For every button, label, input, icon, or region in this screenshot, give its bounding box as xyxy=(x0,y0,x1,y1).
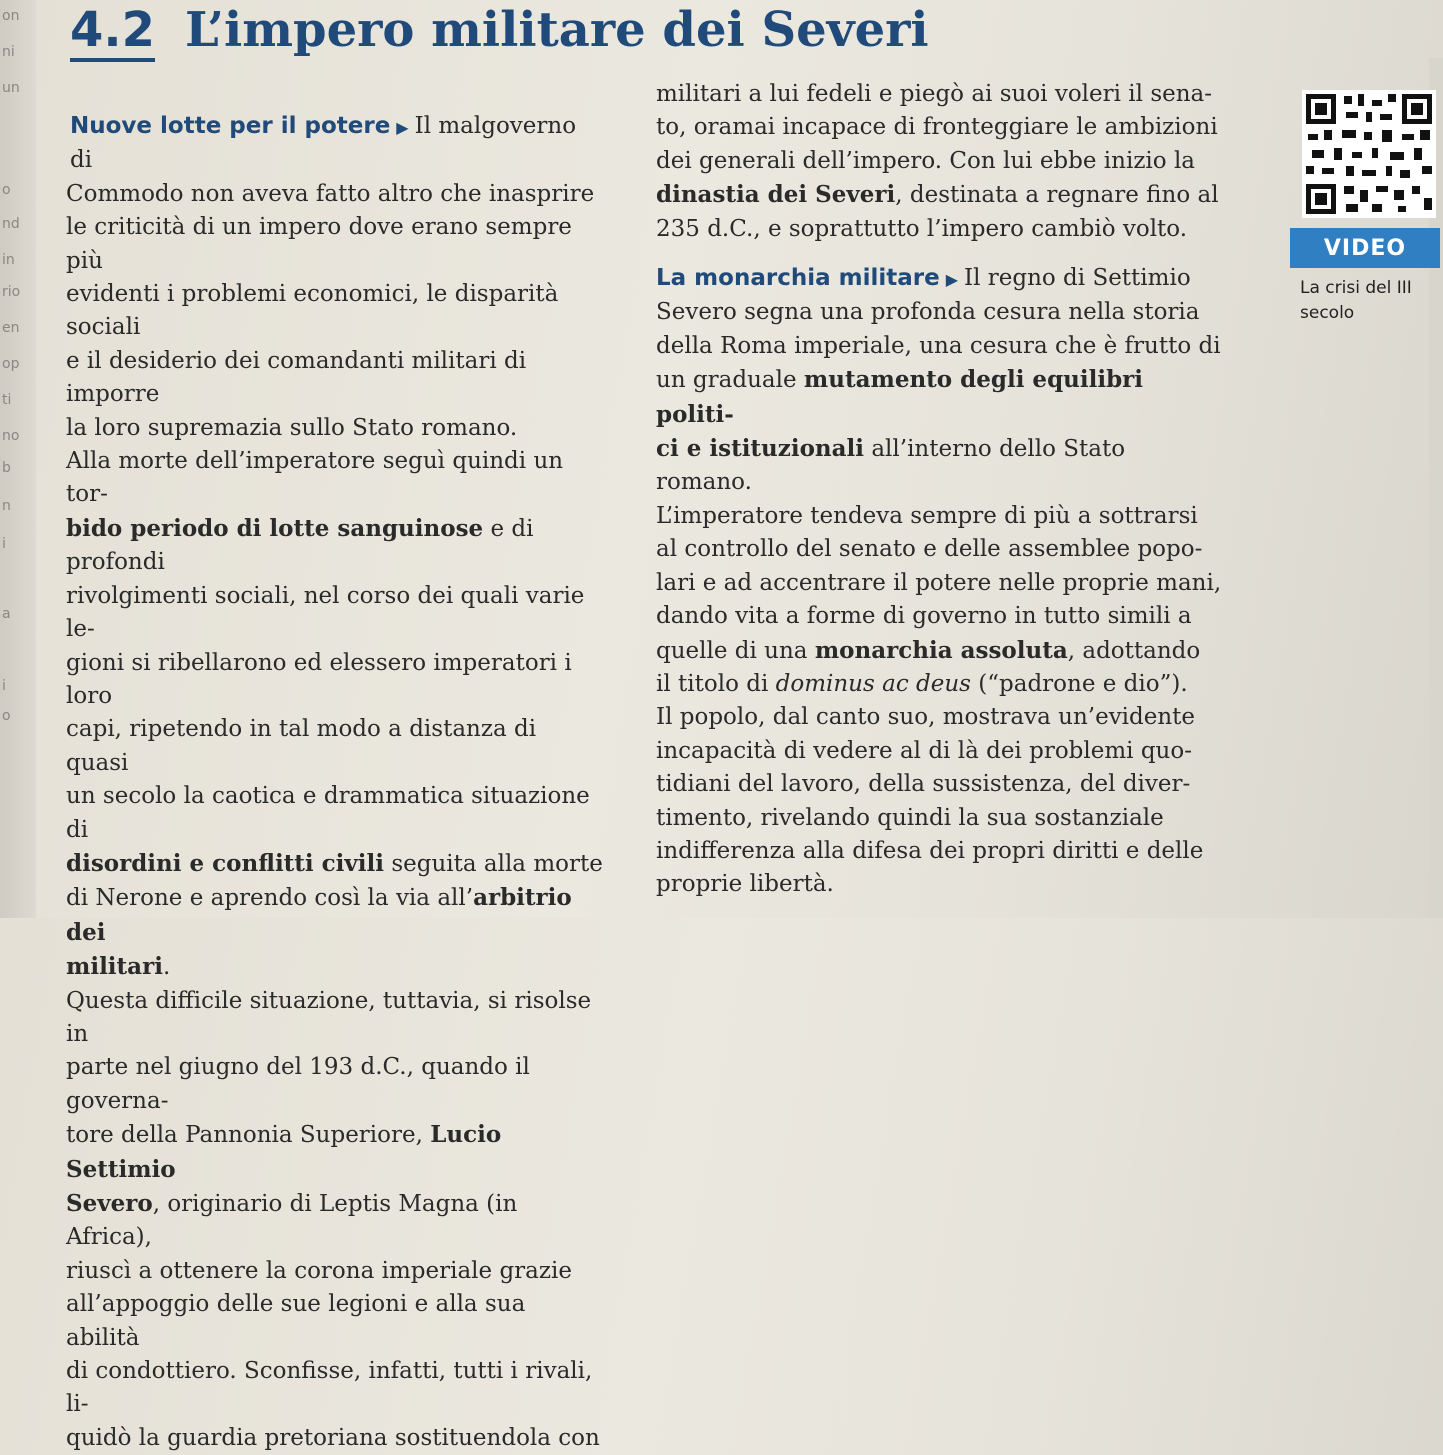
margin-fragment: ti xyxy=(2,392,12,408)
paragraph-line: Questa difficile situazione, tuttavia, si risolse in xyxy=(66,987,592,1047)
paragraph-line: le criticità di un impero dove erano sempre più xyxy=(66,214,572,274)
paragraph-line xyxy=(44,847,604,881)
paragraph-line: e il desiderio dei comandanti militari di imporre xyxy=(66,347,527,408)
paragraph-line: Il popolo, dal canto suo, mostrava un’evidente xyxy=(656,704,1196,731)
paragraph-line: to, oramai incapace di fronteggiare le ambizioni xyxy=(656,114,1218,141)
video-button[interactable]: VIDEO xyxy=(1290,228,1440,268)
paragraph-line xyxy=(656,432,1226,500)
margin-fragment: un xyxy=(2,80,20,96)
key-term: disordini e conflitti civili xyxy=(66,849,384,877)
paragraph-line xyxy=(44,881,604,950)
margin-fragment: on xyxy=(2,8,20,24)
text-run: all’interno dello Stato romano. xyxy=(656,436,1126,496)
margin-fragment: op xyxy=(2,356,20,372)
arrow-icon: ▶ xyxy=(396,118,409,137)
key-term: arbitrio dei xyxy=(66,884,572,946)
text-run: , adottando xyxy=(1067,637,1201,664)
paragraph-line: la loro supremazia sullo Stato romano. xyxy=(66,414,518,441)
paragraph-line: parte nel giugno del 193 d.C., quando il governa- xyxy=(66,1054,530,1114)
paragraph-line: proprie libertà. xyxy=(656,871,834,898)
text-column-right xyxy=(656,78,1226,902)
paragraph-line xyxy=(656,363,1226,432)
paragraph-line: gioni si ribellarono ed elessero imperatori i loro xyxy=(66,649,572,709)
paragraph-line: 235 d.C., e soprattutto l’impero cambiò volto. xyxy=(656,215,1188,242)
paragraph-line: incapacità di vedere al di là dei problemi quo- xyxy=(656,737,1192,764)
paragraph-heading: La monarchia militare xyxy=(656,265,940,292)
paragraph-line xyxy=(656,178,1226,212)
text-run: , originario di Leptis Magna (in Africa), xyxy=(66,1191,518,1251)
key-term: ci e istituzionali xyxy=(656,435,865,463)
key-term: dinastia dei Severi xyxy=(656,181,896,209)
qr-code-icon[interactable] xyxy=(1302,90,1436,218)
paragraph-line: indifferenza alla difesa dei propri diritti e delle xyxy=(656,837,1204,864)
paragraph-line xyxy=(656,262,1226,296)
paragraph-line xyxy=(656,668,1226,701)
paragraph-line xyxy=(44,512,604,580)
key-term: bido periodo di lotte sanguinose xyxy=(66,514,484,542)
key-term: mutamento degli equilibri politi- xyxy=(656,366,1144,428)
margin-fragment: b xyxy=(2,460,11,476)
margin-fragment: o xyxy=(2,708,11,724)
text-run: Il malgoverno di xyxy=(70,113,577,174)
paragraph-line: capi, ripetendo in tal modo a distanza di quasi xyxy=(66,716,537,776)
section-title-text: L’impero militare dei Severi xyxy=(185,2,929,58)
text-run: , destinata a regnare fino al xyxy=(895,182,1219,209)
paragraph-heading: Nuove lotte per il potere xyxy=(70,113,391,139)
margin-fragment: i xyxy=(2,678,6,694)
margin-fragment: i xyxy=(2,536,6,552)
margin-fragment: nd xyxy=(2,216,20,232)
paragraph-line: dei generali dell’impero. Con lui ebbe inizio la xyxy=(656,147,1196,174)
paragraph-line: di condottiero. Sconfisse, infatti, tutti i rivali, li- xyxy=(66,1358,593,1418)
paragraph-line: riuscì a ottenere la corona imperiale grazie xyxy=(66,1257,572,1284)
margin-fragment: en xyxy=(2,320,20,336)
key-term: monarchia assoluta xyxy=(814,636,1068,664)
paragraph-line xyxy=(44,1118,604,1187)
paragraph-line xyxy=(44,950,604,984)
paragraph-line: Alla morte dell’imperatore seguì quindi un tor- xyxy=(66,448,564,508)
text-run: tore della Pannonia Superiore, xyxy=(66,1122,423,1149)
latin-term: dominus ac deus xyxy=(775,670,971,697)
paragraph-line: della Roma imperiale, una cesura che è frutto di xyxy=(656,332,1221,359)
paragraph-line: un secolo la caotica e drammatica situazione di xyxy=(66,783,590,843)
margin-fragment: in xyxy=(2,252,15,268)
paragraph-line: al controllo del senato e delle assemblee popo- xyxy=(656,536,1203,563)
paragraph-line: dando vita a forme di governo in tutto simili a xyxy=(656,603,1192,630)
text-run: seguita alla morte xyxy=(391,850,603,877)
paragraph-line: Severo segna una profonda cesura nella storia xyxy=(656,299,1200,326)
text-run: . xyxy=(162,954,171,981)
paragraph-line xyxy=(44,1187,604,1255)
section-title xyxy=(70,2,929,62)
paragraph-line xyxy=(656,634,1226,668)
text-run: Il regno di Settimio xyxy=(964,265,1191,292)
margin-fragment: rio xyxy=(2,284,21,300)
section-number: 4.2 xyxy=(70,3,155,62)
text-run: e di profondi xyxy=(66,515,534,576)
key-term: Severo xyxy=(66,1190,153,1217)
text-column-left xyxy=(44,110,604,1455)
paragraph-line: rivolgimenti sociali, nel corso dei quali varie le- xyxy=(66,582,585,643)
text-run: il titolo di xyxy=(656,670,769,697)
paragraph-line: tidiani del lavoro, della sussistenza, del diver- xyxy=(656,771,1191,798)
key-term: militari xyxy=(66,953,163,981)
paragraph-line: all’appoggio delle sue legioni e alla sua abilità xyxy=(66,1291,526,1351)
text-run: di Nerone e aprendo così la via all’ xyxy=(66,885,474,912)
paragraph-line xyxy=(44,110,604,178)
text-run: quelle di una xyxy=(656,637,808,664)
text-run: (“padrone e dio”). xyxy=(978,670,1188,697)
paragraph-line: militari a lui fedeli e piegò ai suoi voleri il sena- xyxy=(656,81,1213,107)
paragraph-line: evidenti i problemi economici, le disparità sociali xyxy=(66,281,559,341)
left-page-margin xyxy=(0,0,36,918)
arrow-icon: ▶ xyxy=(945,270,958,290)
paragraph-line: L’imperatore tendeva sempre di più a sottrarsi xyxy=(656,502,1198,529)
margin-fragment: o xyxy=(2,182,11,198)
margin-fragment: n xyxy=(2,498,11,514)
paragraph-line: timento, rivelando quindi la sua sostanziale xyxy=(656,804,1164,831)
paragraph-line: Commodo non aveva fatto altro che inasprire xyxy=(66,180,595,207)
paragraph-line: lari e ad accentrare il potere nelle proprie mani, xyxy=(656,569,1222,596)
paragraph-line: quidò la guardia pretoriana sostituendola con xyxy=(66,1424,600,1451)
video-caption: La crisi del III secolo xyxy=(1300,278,1412,323)
margin-fragment: no xyxy=(2,428,20,444)
key-term: Lucio Settimio xyxy=(66,1121,502,1183)
margin-fragment: ni xyxy=(2,44,15,60)
margin-fragment: a xyxy=(2,606,11,622)
text-run: un graduale xyxy=(656,367,797,394)
